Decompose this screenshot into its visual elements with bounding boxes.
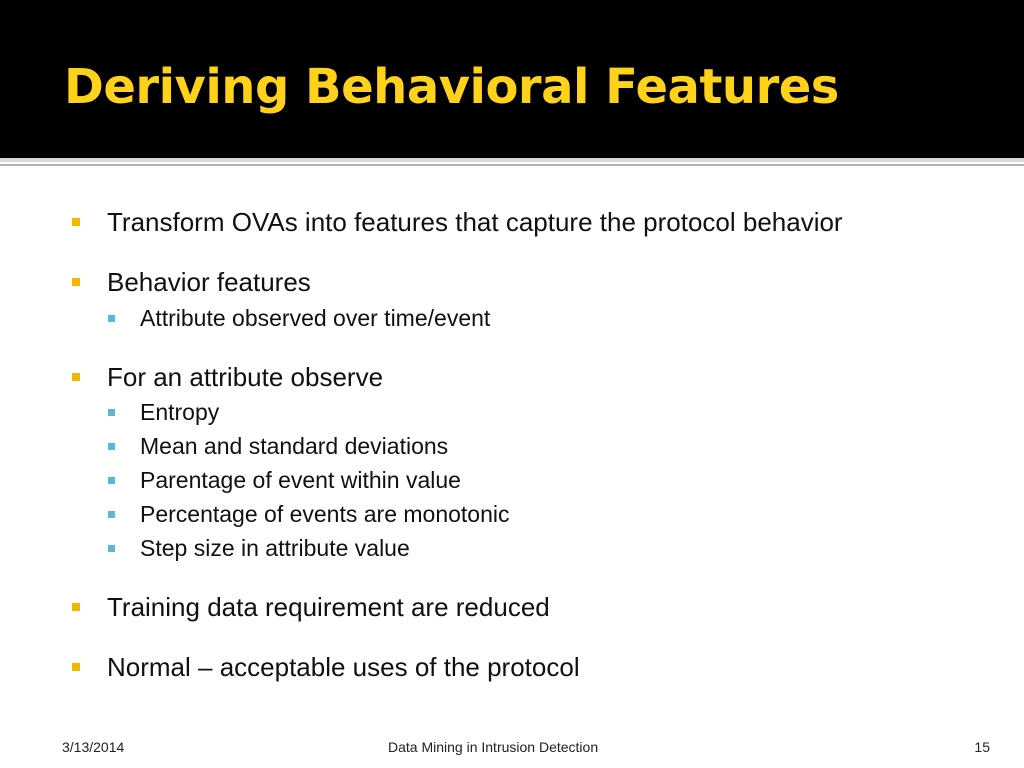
bullet-text: Behavior features [107, 267, 311, 297]
slide-number: 15 [974, 739, 990, 755]
square-bullet-icon [72, 373, 80, 381]
square-bullet-icon [72, 663, 80, 671]
square-sub-bullet-icon [108, 409, 115, 416]
footer-presentation-title: Data Mining in Intrusion Detection [388, 739, 599, 755]
sub-bullet-text: Step size in attribute value [140, 535, 410, 561]
square-bullet-icon [72, 278, 80, 286]
sub-bullet-text: Attribute observed over time/event [140, 305, 491, 331]
square-sub-bullet-icon [108, 443, 115, 450]
square-sub-bullet-icon [108, 545, 115, 552]
square-sub-bullet-icon [108, 511, 115, 518]
sub-bullet-text: Mean and standard deviations [140, 433, 449, 459]
bullet-text: Training data requirement are reduced [107, 592, 550, 622]
bullet-text: For an attribute observe [107, 362, 384, 392]
bullet-text: Normal – acceptable uses of the protocol [107, 652, 580, 682]
sub-bullet-text: Percentage of events are monotonic [140, 501, 510, 527]
bullet-text: Transform OVAs into features that capture the protocol behavior [107, 207, 843, 237]
footer-date: 3/13/2014 [62, 739, 125, 755]
square-bullet-icon [72, 218, 80, 226]
sub-bullet-text: Parentage of event within value [140, 467, 461, 493]
square-bullet-icon [72, 603, 80, 611]
sub-bullet-text: Entropy [140, 399, 220, 425]
square-sub-bullet-icon [108, 477, 115, 484]
slide-title: Deriving Behavioral Features [64, 59, 839, 115]
square-sub-bullet-icon [108, 315, 115, 322]
